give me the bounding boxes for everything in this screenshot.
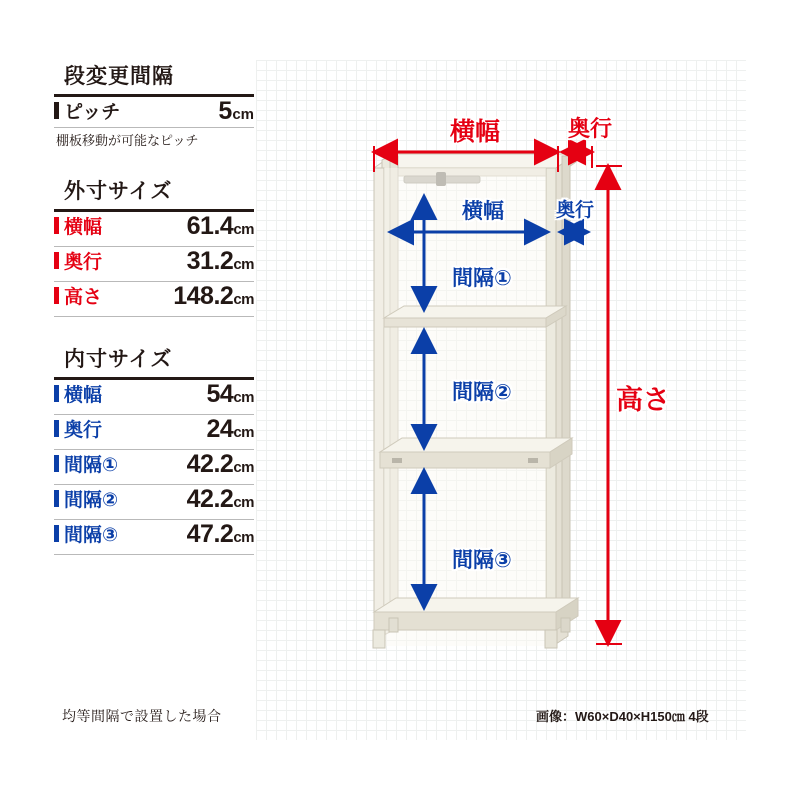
unit: cm [233, 529, 254, 546]
outer-width-label: 横幅 [450, 118, 501, 146]
inner-width-label: 横幅 [462, 200, 504, 223]
gap1-label: 間隔① [64, 455, 119, 476]
outer-height-label: 高さ [616, 385, 670, 415]
gap3-label: 間隔③ [64, 525, 119, 546]
inner-width-value: 54 [206, 380, 234, 408]
section-title-outer: 外寸サイズ [64, 180, 173, 203]
outer-height-label: 高さ [64, 287, 103, 308]
unit: cm [233, 459, 254, 476]
gap2-value: 42.2 [186, 485, 234, 513]
footnote: 均等間隔で設置した場合 [62, 708, 222, 724]
outer-height-value: 148.2 [173, 282, 234, 310]
gap2-label: 間隔② [452, 381, 512, 404]
image-caption: 画像：W60×D40×H150㎝ 4段 [536, 709, 709, 724]
outer-width-value: 61.4 [186, 212, 234, 240]
pitch-unit: cm [232, 106, 254, 123]
inner-width-label: 横幅 [64, 385, 103, 406]
inner-depth-label: 奥行 [556, 200, 595, 221]
section-title-inner: 内寸サイズ [64, 348, 173, 371]
gap3-value: 47.2 [186, 520, 234, 548]
inner-depth-label: 奥行 [64, 420, 103, 441]
gap1-value: 42.2 [186, 450, 234, 478]
unit: cm [233, 424, 254, 441]
unit: cm [233, 291, 254, 308]
unit: cm [233, 389, 254, 406]
gap1-label: 間隔① [452, 267, 512, 290]
section-title-pitch: 段変更間隔 [64, 65, 174, 88]
pitch-note: 棚板移動が可能なピッチ [56, 133, 199, 148]
unit: cm [233, 494, 254, 511]
outer-depth-label: 奥行 [64, 252, 103, 273]
pitch-value: 5 [218, 97, 233, 125]
pitch-label: ピッチ [64, 102, 121, 123]
outer-depth-label: 奥行 [568, 116, 613, 141]
outer-depth-value: 31.2 [186, 247, 234, 275]
outer-width-label: 横幅 [64, 217, 103, 238]
gap3-label: 間隔③ [452, 549, 512, 572]
inner-depth-value: 24 [206, 415, 234, 443]
gap2-label: 間隔② [64, 490, 119, 511]
unit: cm [233, 221, 254, 238]
unit: cm [233, 256, 254, 273]
